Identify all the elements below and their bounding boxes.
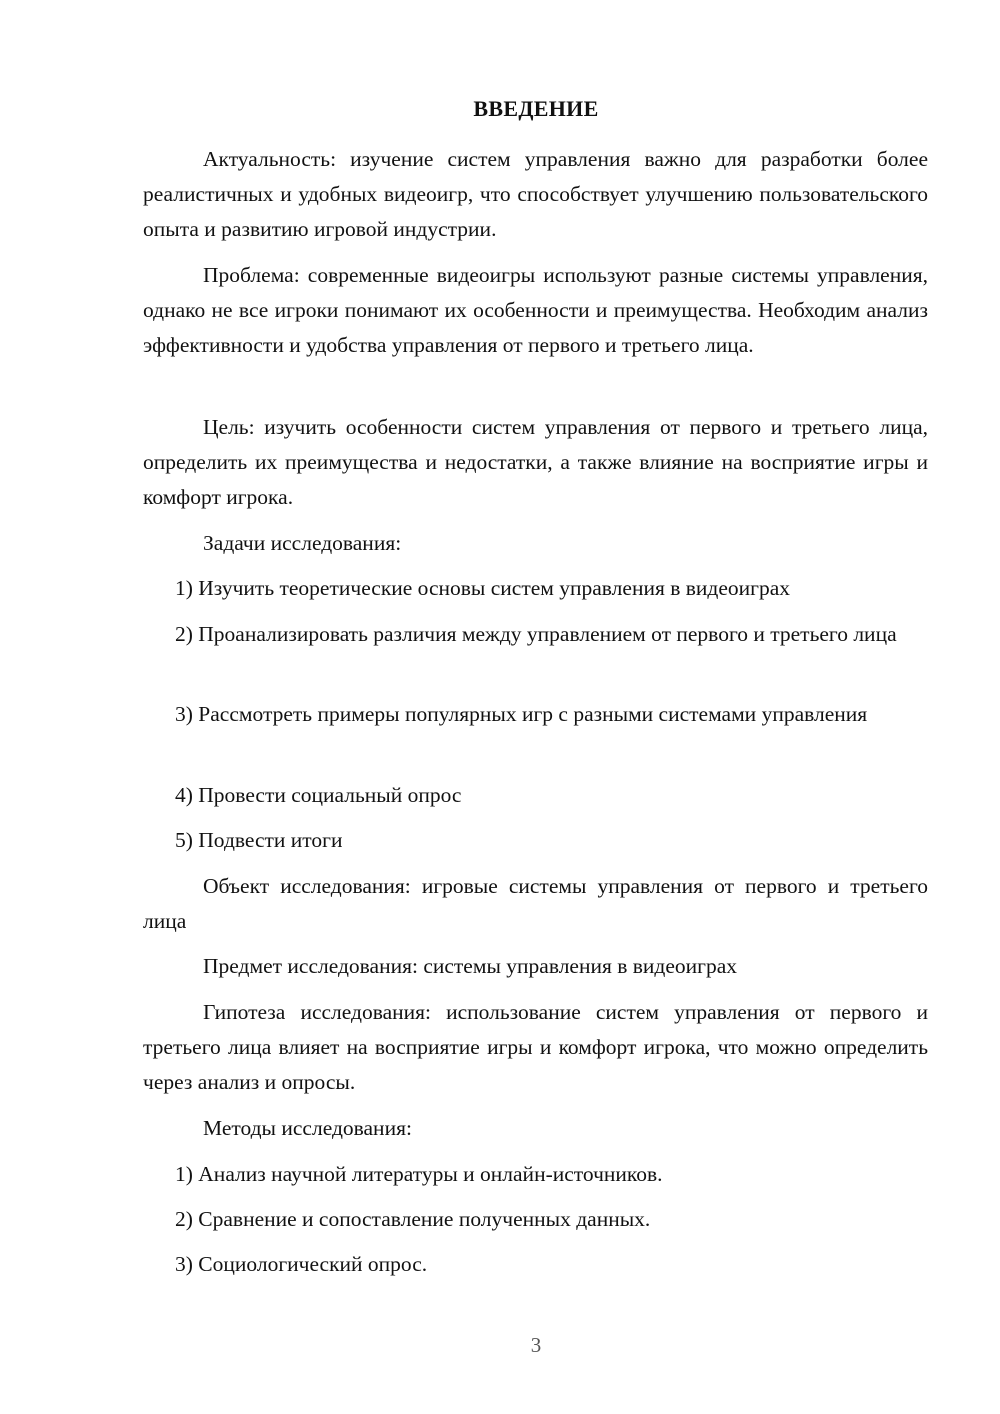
page-title: ВВЕДЕНИЕ: [473, 96, 599, 121]
relevance-paragraph: Актуальность: изучение систем управления важно для разработки более реалистичных и удобных видеоигр, что способствует улучшению пользовательского опыта и развитию игровой индустрии.: [143, 147, 928, 241]
methods-heading: Методы исследования:: [203, 1116, 412, 1140]
object-paragraph: Объект исследования: игровые системы управления от первого и третьего лица: [143, 874, 928, 933]
method-item-2: 2) Сравнение и сопоставление полученных данных.: [175, 1207, 651, 1231]
task-item-5: 5) Подвести итоги: [175, 828, 343, 852]
tasks-heading: Задачи исследования:: [203, 531, 402, 555]
method-item-1: 1) Анализ научной литературы и онлайн-источников.: [175, 1162, 663, 1186]
subject-paragraph: Предмет исследования: системы управления в видеоиграх: [203, 954, 738, 978]
task-item-2: 2) Проанализировать различия между управлением от первого и третьего лица: [175, 622, 897, 646]
goal-paragraph: Цель: изучить особенности систем управления от первого и третьего лица, определить их преимущества и недостатки, а также влияние на восприятие игры и комфорт игрока.: [143, 415, 928, 509]
method-item-3: 3) Социологический опрос.: [175, 1252, 428, 1276]
page-number: 3: [530, 1333, 542, 1357]
task-item-4: 4) Провести социальный опрос: [175, 783, 462, 807]
task-item-3: 3) Рассмотреть примеры популярных игр с разными системами управления: [175, 702, 868, 726]
hypothesis-paragraph: Гипотеза исследования: использование систем управления от первого и третьего лица влияет на восприятие игры и комфорт игрока, что можно определить через анализ и опросы.: [143, 1000, 928, 1094]
problem-paragraph: Проблема: современные видеоигры используют разные системы управления, однако не все игроки понимают их особенности и преимущества. Необходим анализ эффективности и удобства управления от первого и третьего лица.: [143, 263, 928, 357]
task-item-1: 1) Изучить теоретические основы систем управления в видеоиграх: [175, 576, 790, 600]
